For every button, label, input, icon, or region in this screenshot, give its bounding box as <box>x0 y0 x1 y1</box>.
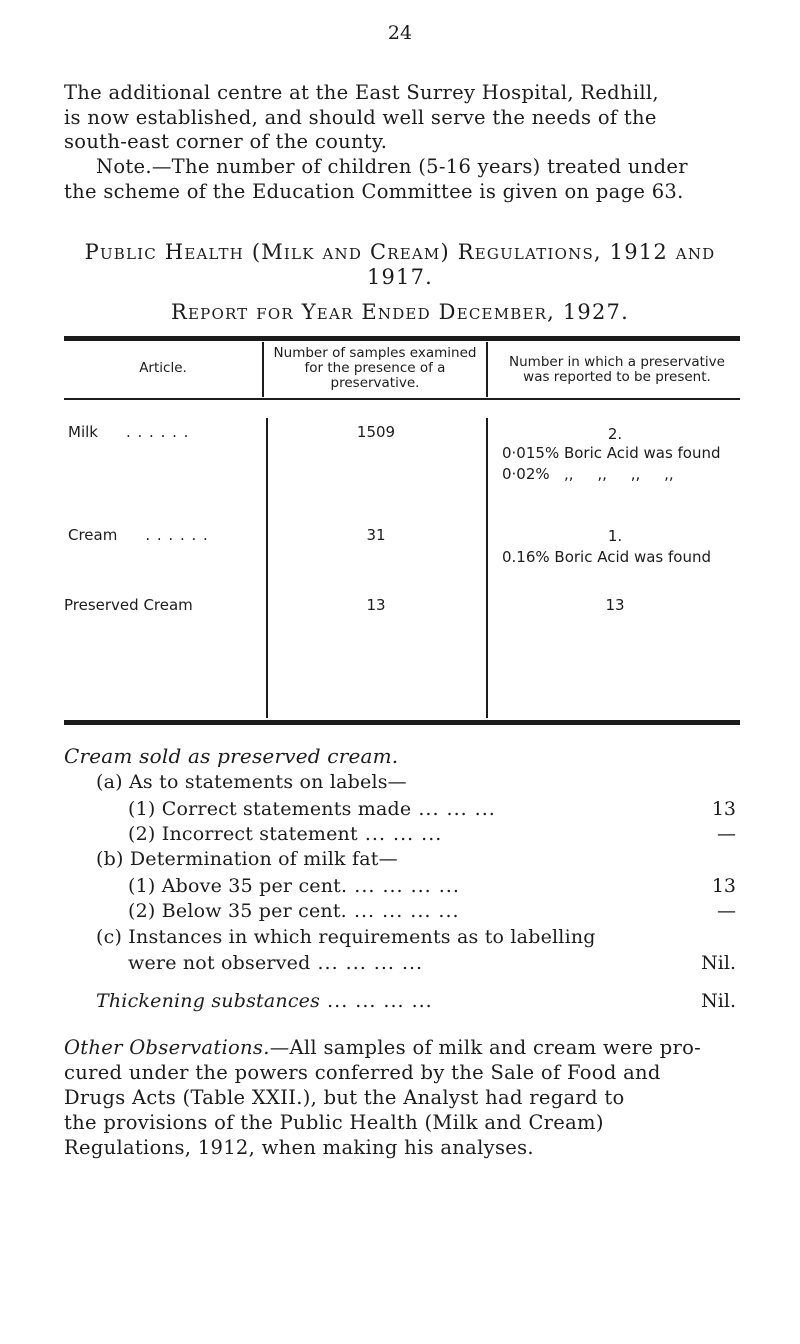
body-divider-2 <box>486 418 488 718</box>
table-row-cream-samples: 31 <box>366 526 386 544</box>
item-a-label: (a) As to statements on labels— <box>96 771 407 793</box>
item-b2-value: — <box>717 900 736 922</box>
table-row-milk-detail-2: 0·02% ,, ,, ,, ,, <box>502 465 674 483</box>
header-bottom-rule <box>64 398 740 400</box>
table-top-rule <box>64 336 740 341</box>
table-row-milk-samples: 1509 <box>356 423 396 441</box>
note-line-1: Note.—The number of children (5-16 years) treated under <box>96 155 688 178</box>
item-a1-label <box>128 798 496 820</box>
intro-line-3: south-east corner of the county. <box>64 130 388 153</box>
other-observations-line-5: Regulations, 1912, when making his analyses. <box>64 1136 534 1159</box>
dot-leader: ... ... ... ... <box>346 900 460 922</box>
item-a2-value: — <box>717 823 736 845</box>
thickening-label <box>96 990 433 1012</box>
dot-leader: ... ... ... ... <box>320 990 433 1012</box>
report-heading: Report for Year Ended December, 1927. <box>171 300 629 324</box>
thickening-value: Nil. <box>701 990 736 1012</box>
table-row-cream-detail-1: 0.16% Boric Acid was found <box>502 548 711 566</box>
item-b1-label <box>128 875 460 897</box>
table-row-cream-present: 1. <box>607 527 623 545</box>
item-b2-label <box>128 900 460 922</box>
intro-line-2: is now established, and should well serve the needs of the <box>64 106 657 129</box>
col-header-article: Article. <box>139 360 187 376</box>
regulation-heading-year: 1917. <box>366 265 434 289</box>
col-header-samples: Number of samples examined for the presence of a preservative. <box>273 345 477 391</box>
table-row-cream-article <box>68 526 209 544</box>
table-row-preserved-article: Preserved Cream <box>64 596 193 614</box>
other-observations-line-3: Drugs Acts (Table XXII.), but the Analyst had regard to <box>64 1086 625 1109</box>
table-row-preserved-present: 13 <box>605 596 625 614</box>
item-a2-label <box>128 823 442 845</box>
dot-leader: ... ... ... ... <box>347 875 460 897</box>
item-b1-text: (1) Above 35 per cent. <box>128 875 348 897</box>
table-row-milk-article <box>68 423 189 441</box>
item-b1-value: 13 <box>711 875 736 897</box>
item-c-label: (c) Instances in which requirements as to labelling <box>96 926 596 948</box>
table-row-milk-detail-1: 0·015% Boric Acid was found <box>502 444 721 462</box>
other-observations-lead: Other Observations. <box>64 1036 270 1059</box>
item-b2-text: (2) Below 35 per cent. <box>128 900 347 922</box>
table-bottom-rule <box>64 720 740 725</box>
intro-text: The additional centre at the East Surrey Hospital, Redhill, <box>64 81 659 104</box>
thickening-text: Thickening substances <box>96 990 321 1012</box>
item-c-text: were not observed <box>128 952 311 974</box>
table-row-milk-present: 2. <box>607 425 623 443</box>
header-divider-1 <box>262 342 264 397</box>
item-c-value: Nil. <box>701 952 736 974</box>
article-label: Cream <box>68 526 118 544</box>
body-divider-1 <box>266 418 268 718</box>
dot-leader: . . . . . . <box>145 526 209 544</box>
regulation-heading: Public Health (Milk and Cream) Regulations, 1912 and <box>84 240 716 264</box>
item-c-label-2 <box>128 952 423 974</box>
page-number: 24 <box>387 22 413 44</box>
other-observations-text: —All samples of milk and cream were pro- <box>269 1036 702 1059</box>
header-divider-2 <box>486 342 488 397</box>
dot-leader: . . . . . . <box>125 423 190 441</box>
col-header-present: Number in which a preservative was reported to be present. <box>509 354 725 385</box>
item-b-label: (b) Determination of milk fat— <box>96 848 398 870</box>
dot-leader: ... ... ... <box>411 798 496 820</box>
intro-line-1 <box>64 81 744 104</box>
article-label: Milk <box>68 423 98 441</box>
cream-section-title: Cream sold as preserved cream. <box>64 744 399 768</box>
other-observations-line-4: the provisions of the Public Health (Milk and Cream) <box>64 1111 604 1134</box>
item-a2-text: (2) Incorrect statement <box>128 823 358 845</box>
table-row-preserved-samples: 13 <box>366 596 386 614</box>
dot-leader: ... ... ... ... <box>310 952 424 974</box>
other-observations-line-1 <box>64 1036 701 1059</box>
item-a1-value: 13 <box>711 798 736 820</box>
dot-leader: ... ... ... <box>357 823 443 845</box>
other-observations-line-2: cured under the powers conferred by the Sale of Food and <box>64 1061 661 1084</box>
item-a1-text: (1) Correct statements made <box>128 798 412 820</box>
note-line-2: the scheme of the Education Committee is given on page 63. <box>64 180 684 203</box>
